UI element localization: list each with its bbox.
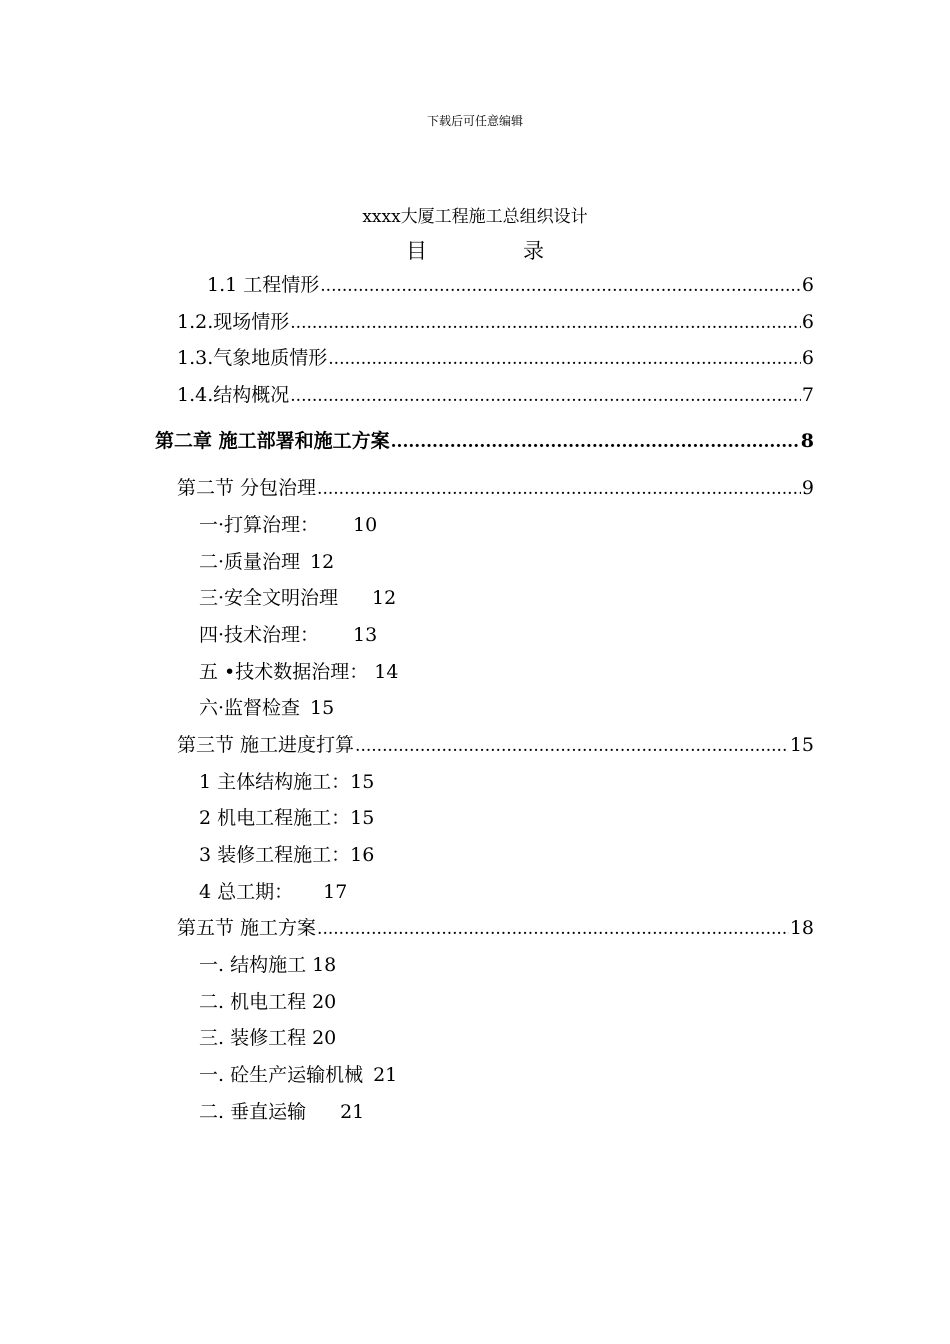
toc-entry-1-4[interactable] [177, 380, 814, 407]
leader-dots [355, 734, 789, 756]
toc-subentry-page: 15 [350, 807, 375, 829]
toc-subentry-page: 12 [372, 587, 397, 609]
toc-subentry-page: 16 [350, 844, 375, 866]
leader-dots [391, 430, 800, 452]
leader-dots [320, 274, 801, 296]
toc-entry-section-2[interactable] [177, 473, 814, 500]
toc-subentry-label: 二. 机电工程 [199, 991, 307, 1013]
toc-subentry-label: 2 机电工程施工： [199, 807, 351, 829]
toc-subentry-page: 20 [312, 991, 337, 1013]
toc-subentry[interactable] [199, 547, 334, 574]
toc-subentry-label: 五 •技术数据治理： [199, 661, 369, 683]
toc-subentry-page: 18 [312, 954, 337, 976]
document-title: xxxx大厦工程施工总组织设计 [362, 207, 588, 227]
toc-subentry-label: 三. 装修工程 [199, 1027, 307, 1049]
toc-subentry-page: 10 [353, 514, 378, 536]
toc-subentry[interactable] [199, 510, 377, 537]
leader-dots [290, 311, 801, 333]
toc-entry-label: 1.3.气象地质情形 [177, 347, 328, 369]
toc-subentry-label: 一. 结构施工 [199, 954, 307, 976]
toc-entry-section-3[interactable] [177, 730, 814, 757]
toc-entry-label: 第二章 施工部署和施工方案 [155, 430, 390, 452]
leader-dots [317, 917, 789, 939]
toc-subentry-page: 15 [310, 697, 335, 719]
toc-subentry-label: 一. 砼生产运输机械 [199, 1064, 364, 1086]
toc-subentry-label: 四·技术治理： [199, 624, 320, 646]
toc-heading-char-2: 录 [523, 239, 544, 263]
toc-subentry-page: 15 [350, 771, 375, 793]
toc-entry-page: 8 [800, 430, 814, 452]
toc-entry-label: 第三节 施工进度打算 [177, 734, 355, 756]
toc-subentry-page: 12 [310, 551, 335, 573]
leader-dots [290, 384, 801, 406]
toc-subentry-label: 4 总工期： [199, 881, 294, 903]
toc-subentry-page: 17 [323, 881, 348, 903]
toc-entry-label: 1.1 工程情形 [207, 274, 320, 296]
toc-entry-label: 第五节 施工方案 [177, 917, 317, 939]
toc-entry-page: 7 [801, 384, 814, 406]
toc-subentry-page: 20 [312, 1027, 337, 1049]
toc-subentry[interactable] [199, 950, 336, 977]
toc-subentry-label: 一·打算治理： [199, 514, 320, 536]
toc-entry-1-1[interactable] [207, 270, 814, 297]
toc-subentry-page: 21 [373, 1064, 398, 1086]
toc-entry-page: 18 [789, 917, 814, 939]
toc-entry-label: 1.4.结构概况 [177, 384, 290, 406]
toc-subentry-label: 三·安全文明治理 [199, 587, 339, 609]
toc-entry-page: 15 [789, 734, 814, 756]
toc-entry-page: 6 [801, 311, 814, 333]
toc-subentry-page: 14 [374, 661, 399, 683]
toc-subentry[interactable] [199, 657, 398, 684]
toc-subentry[interactable] [199, 693, 334, 720]
toc-subentry-label: 六·监督检查 [199, 697, 301, 719]
toc-entry-section-5[interactable] [177, 913, 814, 940]
toc-subentry[interactable] [199, 1060, 397, 1087]
toc-entry-1-3[interactable] [177, 343, 814, 370]
toc-entry-page: 9 [801, 477, 814, 499]
toc-subentry-label: 二·质量治理 [199, 551, 301, 573]
toc-subentry-label: 1 主体结构施工： [199, 771, 351, 793]
toc-entry-page: 6 [801, 347, 814, 369]
toc-entry-chapter-2[interactable] [155, 426, 814, 453]
toc-subentry[interactable] [199, 803, 374, 830]
toc-entry-1-2[interactable] [177, 307, 814, 334]
toc-subentry-label: 3 装修工程施工： [199, 844, 351, 866]
toc-subentry[interactable] [199, 877, 347, 904]
toc-heading [0, 235, 950, 265]
toc-subentry[interactable] [199, 987, 336, 1014]
toc-subentry[interactable] [199, 767, 374, 794]
toc-entry-label: 第二节 分包治理 [177, 477, 317, 499]
toc-subentry-label: 二. 垂直运输 [199, 1101, 307, 1123]
toc-heading-char-1: 目 [406, 239, 427, 263]
toc-subentry[interactable] [199, 620, 377, 647]
toc-subentry[interactable] [199, 1097, 364, 1124]
toc-subentry[interactable] [199, 583, 396, 610]
toc-subentry-page: 13 [353, 624, 378, 646]
leader-dots [317, 477, 801, 499]
toc-entry-page: 6 [801, 274, 814, 296]
header-note: 下载后可任意编辑 [426, 114, 523, 128]
toc-subentry[interactable] [199, 840, 374, 867]
toc-subentry-page: 21 [340, 1101, 365, 1123]
toc-subentry[interactable] [199, 1023, 336, 1050]
toc-entry-label: 1.2.现场情形 [177, 311, 290, 333]
leader-dots [328, 347, 801, 369]
